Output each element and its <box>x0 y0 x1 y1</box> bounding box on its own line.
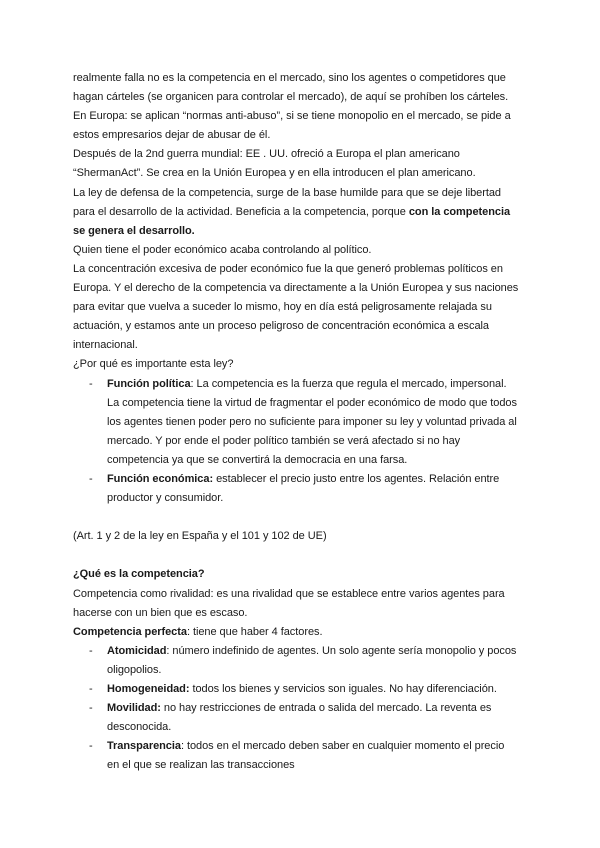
text-line: productor y consumidor. <box>107 492 224 505</box>
article-note: (Art. 1 y 2 de la ley en España y el 101 y 102 de UE) <box>73 530 327 543</box>
text-line: en el que se realizan las transacciones <box>107 759 295 772</box>
text-line: ¿Por qué es importante esta ley? <box>73 358 234 371</box>
text-span: : todos en el mercado deben saber en cualquier momento el precio <box>180 740 505 753</box>
text-line: estos empresarios dejar de abusar de él. <box>73 129 271 142</box>
text-span: : número indefinido de agentes. Un solo agente sería monopolio y pocos <box>166 644 517 657</box>
text-line <box>73 222 533 241</box>
text-line <box>107 470 533 489</box>
section-heading <box>73 565 533 584</box>
text-line: hacerse con un bien que es escaso. <box>73 606 248 619</box>
text-span: establecer el precio justo entre los agentes. Relación entre <box>213 472 500 485</box>
text-line: La concentración excesiva de poder económico fue la que generó problemas políticos en <box>73 262 503 275</box>
bold-text: Función económica: <box>107 472 214 485</box>
text-line: mercado. Y por ende el poder político también se verá afectado si no hay <box>107 434 461 447</box>
importance-list <box>73 375 533 509</box>
text-line: Europa. Y el derecho de la competencia va directamente a la Unión Europea y sus naciones <box>73 282 519 295</box>
list-item <box>73 375 533 470</box>
text-line: desconocida. <box>107 721 172 734</box>
text-line: competencia ya que se convertirá la democracia en una farsa. <box>107 453 408 466</box>
text-line: Después de la 2nd guerra mundial: EE . UU. ofreció a Europa el plan americano <box>73 148 460 161</box>
bold-text: se genera el desarrollo. <box>73 224 195 237</box>
dash-marker: - <box>89 644 93 657</box>
text-span: no hay restricciones de entrada o salida del mercado. La reventa es <box>160 702 492 715</box>
text-span: : tiene que haber 4 factores. <box>186 625 323 638</box>
text-line <box>107 642 533 661</box>
bold-text: Función política <box>107 377 191 390</box>
text-span: todos los bienes y servicios son iguales. No hay diferenciación. <box>189 683 497 695</box>
dash-marker: - <box>89 472 93 485</box>
text-line <box>73 203 533 222</box>
text-line: hagan cárteles (se organicen para controlar el mercado), de aquí se prohíben los cárteles. <box>73 91 509 104</box>
text-line: realmente falla no es la competencia en el mercado, sino los agentes o competidores que <box>73 72 506 84</box>
text-span: para el desarrollo de la actividad. Beneficia a la competencia, porque <box>73 205 409 218</box>
text-line <box>107 680 533 699</box>
bold-text: Atomicidad <box>107 644 167 657</box>
list-item <box>73 699 533 737</box>
bold-text: Transparencia <box>107 740 181 753</box>
bold-text: con la competencia <box>408 205 511 218</box>
list-item <box>73 470 533 508</box>
text-line: Quien tiene el poder económico acaba controlando al político. <box>73 243 372 256</box>
list-item <box>73 642 533 680</box>
text-line: Competencia como rivalidad: es una rivalidad que se establece entre varios agentes para <box>73 587 505 600</box>
text-line <box>107 737 533 756</box>
blank-line <box>73 508 533 527</box>
dash-marker: - <box>89 377 93 390</box>
dash-marker: - <box>89 683 93 695</box>
text-line: actuación, y estamos ante un proceso peligroso de concentración económica a escala <box>73 320 489 333</box>
dash-marker: - <box>89 740 93 753</box>
text-line <box>107 375 533 394</box>
list-item <box>73 680 533 699</box>
text-line: para evitar que vuelva a suceder lo mismo, hoy en día está peligrosamente relajada su <box>73 301 492 314</box>
text-line: En Europa: se aplican “normas anti-abuso”, si se tiene monopolio en el mercado, se pide a <box>73 110 511 123</box>
factors-list <box>73 642 533 776</box>
text-line <box>107 699 533 718</box>
bold-text: ¿Qué es la competencia? <box>73 568 205 581</box>
dash-marker: - <box>89 702 93 715</box>
bold-text: Homogeneidad: <box>107 683 190 695</box>
text-line: los agentes tienen poder pero no suficiente para imponer su ley y voluntad privada al <box>107 415 517 428</box>
list-item <box>73 737 533 775</box>
blank-line <box>73 546 533 565</box>
document-body <box>73 69 533 775</box>
text-line <box>73 623 533 642</box>
text-line: La ley de defensa de la competencia, surge de la base humilde para que se deje libertad <box>73 186 501 199</box>
text-line: La competencia tiene la virtud de fragmentar el poder económico de modo que todos <box>107 396 517 409</box>
bold-text: Movilidad: <box>107 702 161 715</box>
text-span: : La competencia es la fuerza que regula el mercado, impersonal. <box>190 377 507 390</box>
text-line: internacional. <box>73 339 138 352</box>
bold-text: Competencia perfecta <box>73 625 187 638</box>
text-line: oligopolios. <box>107 663 162 676</box>
text-line: “ShermanAct”. Se crea en la Unión Europea y en ella introducen el plan americano. <box>73 167 476 180</box>
